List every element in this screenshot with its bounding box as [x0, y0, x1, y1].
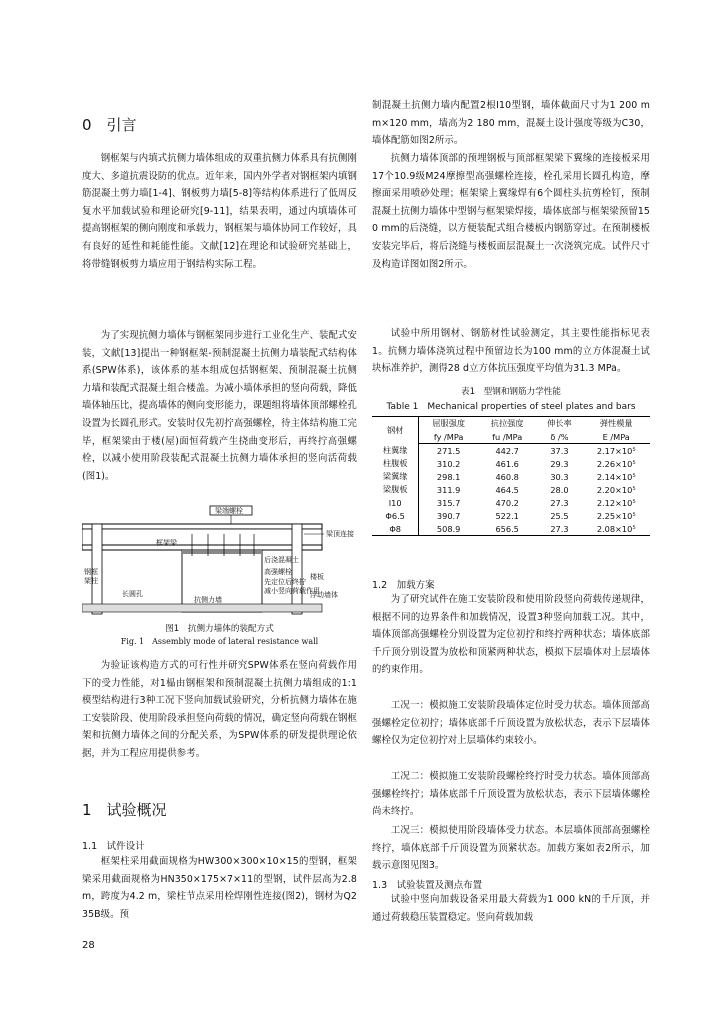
table-unit-elongation: δ /% — [536, 430, 582, 444]
frame-beam-web — [82, 529, 322, 545]
label-slot: 先定位后终拧 — [264, 578, 306, 586]
table-row: I10 315.7 470.2 27.3 2.12×10⁵ — [372, 496, 650, 509]
label-top-conn: 梁顶连接 — [326, 530, 354, 538]
table-header-steel: 钢材 — [372, 417, 419, 444]
loading-case-2: 工况二：模拟施工安装阶段螺栓终拧时受力状态。墙体顶部高强螺栓终拧；墙体底部千斤顶设置为放松状态，表示下层墙体螺栓尚未终拧。 — [372, 771, 650, 818]
table-row: 梁翼缘 298.1 460.8 30.3 2.14×10⁵ — [372, 470, 650, 483]
table-row: Φ6.5 390.7 522.1 25.5 2.25×10⁵ — [372, 509, 650, 522]
subsection-heading-1-1: 1.1 试件设计 — [82, 841, 145, 852]
subsection-heading-1-2: 1.2 加载方案 — [372, 580, 435, 591]
label-beam-bolt: 梁端螺栓 — [215, 507, 243, 515]
label-long-hole: 长圆孔 — [122, 590, 143, 598]
intro-paragraph-3: 为验证该构造方式的可行性并研究SPW体系在竖向荷载作用下的受力性能，对1榀由钢框架和预制混凝土抗侧力墙组成的1:1模型结构进行3种工况下竖向加载试验研究，分析抗侧力墙体在施工安装阶段、使用阶段承担竖向荷载的情况，确定竖向荷载在钢框架和抗侧力墙体之间的分配关系，为SPW体系的研发提供理论依据，并为工程应用提供参考。 — [82, 660, 357, 759]
right-paragraph-3: 试验中所用钢材、钢筋材性试验测定，其主要性能指标见表1。抗侧力墙体浇筑过程中预留边长为100 mm的立方体混凝土试块标准养护，测得28 d立方体抗压强度平均值为31.3 MPa。 — [372, 328, 650, 375]
table-header-modulus: 弹性模量 — [582, 417, 650, 431]
table-row: 柱腹板 310.2 461.6 29.3 2.26×10⁵ — [372, 457, 650, 470]
label-lower-col2: 架柱 — [84, 577, 98, 585]
frame-beam-bottom-flange — [82, 545, 322, 550]
page-number: 28 — [82, 940, 95, 951]
label-post-pour: 后浇混凝土 — [264, 556, 299, 564]
subsection-heading-1-3: 1.3 试验装置及测点布置 — [372, 880, 483, 891]
setup-paragraph: 试验中竖向加载设备采用最大荷载为1 000 kN的千斤顶，并通过荷载稳压装置稳定。竖向荷载加载 — [372, 894, 650, 923]
section-heading-intro: 0 引言 — [82, 116, 137, 134]
section-heading-1: 1 试验概况 — [82, 801, 167, 819]
table-1-title: 表1 型钢和钢筋力学性能 — [461, 387, 561, 397]
label-wall: 抗侧力墙 — [194, 596, 222, 604]
table-header-tensile: 抗拉强度 — [478, 417, 536, 431]
embedded-plate — [182, 550, 262, 554]
right-paragraph-1: 制混凝土抗侧力墙内配置2根I10型钢，墙体截面尺寸为1 200 mm×120 mm，墙高为2 180 mm，混凝土设计强度等级为C30，墙体配筋如图2所示。 — [372, 100, 650, 147]
label-slab: 楼板 — [310, 573, 324, 581]
label-lower-col: 钢框 — [84, 568, 98, 576]
table-unit-modulus: E /MPa — [582, 430, 650, 444]
table-row: Φ8 508.9 656.5 27.3 2.08×10⁵ — [372, 522, 650, 536]
loading-case-3: 工况三：模拟使用阶段墙体受力状态。本层墙体顶部高强螺栓终拧，墙体底部千斤顶设置为顶紧状态。加载方案如表2所示，加载示意图见图3。 — [372, 825, 650, 872]
label-high-strength-bolt: 高强螺栓 — [264, 568, 292, 576]
specimen-paragraph: 框架柱采用截面规格为HW300×300×10×15的型钢，框架梁采用截面规格为HN350×175×7×11的型钢，试件层高为2.8 m，跨度为4.2 m，梁柱节点采用栓焊刚性连接(图2)，钢材为Q235B级。预 — [82, 856, 357, 920]
table-row: 柱翼缘 271.5 442.7 37.3 2.17×10⁵ — [372, 444, 650, 458]
label-float-wall: 浮动墙体 — [310, 591, 338, 599]
loading-paragraph-1: 为了研究试件在施工安装阶段和使用阶段竖向荷载传递规律，根据不同的边界条件和加载情况，设置3种竖向加载工况。其中，墙体顶部高强螺栓分别设置为定位初拧和终拧两种状态；墙体底部千斤顶分别设置为放松和顶紧两种状态，模拟下层墙体对上层墙体的约束作用。 — [372, 594, 650, 676]
table-unit-yield: fy /MPa — [419, 430, 478, 444]
table-unit-tensile: fu /MPa — [478, 430, 536, 444]
intro-paragraph-2: 为了实现抗侧力墙体与钢框架同步进行工业化生产、装配式安装，文献[13]提出一种钢框架-预制混凝土抗侧力墙装配式结构体系(SPW体系)，该体系的基本组成包括钢框架、预制混凝土抗侧力墙和装配式混凝土组合楼盖。为减小墙体承担的竖向荷载，降低墙体轴压比，提高墙体的侧向变形能力，课题组将墙体顶部螺栓孔设置为长圆孔形式。安装时仅先初拧高强螺栓，待主体结构施工完毕，框架梁由于楼(屋)面恒荷载产生挠曲变形后，再终拧高强螺栓，以减小使用阶段装配式混凝土抗侧力墙体承担的竖向活荷载(图1)。 — [82, 330, 357, 482]
right-paragraph-2: 抗侧力墙体顶部的预埋钢板与顶部框架梁下翼缘的连接板采用17个10.9级M24摩擦型高强螺栓连接，栓孔采用长圆孔构造，摩擦面采用喷砂处理；框架梁上翼缘焊有6个圆柱头抗剪栓钉，预制混凝土抗侧力墙体中型钢与框架梁焊接，墙体底部与框架梁预留150 mm的后浇缝，以方便装配式组合楼板内钢筋穿过。在预制楼板安装完毕后，将后浇缝与楼板面层混凝土一次浇筑完成。试件尺寸及构造详图如图2所示。 — [372, 153, 650, 270]
frame-beam-top-flange — [82, 524, 322, 529]
label-frame-beam: 框架梁 — [156, 539, 177, 547]
slab — [82, 604, 322, 612]
label-slot2: 减小竖向荷载作用 — [264, 587, 320, 595]
table-header-elongation: 伸长率 — [536, 417, 582, 431]
table-row: 梁腹板 311.9 464.5 28.0 2.20×10⁵ — [372, 483, 650, 496]
figure-1-caption-en: Fig. 1 Assembly mode of lateral resistance wall — [120, 637, 319, 646]
right-column — [292, 524, 302, 614]
table-1-title-en: Table 1 Mechanical properties of steel plates and bars — [386, 402, 636, 412]
figure-1-caption: 图1 抗侧力墙体的装配方式 — [165, 624, 274, 634]
table-1 — [372, 416, 650, 536]
figure-1-diagram — [82, 504, 357, 619]
table-header-yield: 屈服强度 — [419, 417, 478, 431]
intro-paragraph-1: 钢框架与内填式抗侧力墙体组成的双重抗侧力体系具有抗侧刚度大、多道抗震设防的优点。近年来，国内外学者对钢框架内填钢筋混凝土剪力墙[1-4]、钢板剪力墙[5-8]等结构体系进行了低周反复水平加载试验和理论研究[9-11]，结果表明，通过内填墙体可提高钢框架的侧向刚度和承载力，钢框架与墙体协同工作较好，具有良好的延性和耗能性能。文献[12]在理论和试验研究基础上，将带缝钢板剪力墙应用于钢结构实际工程。 — [82, 153, 357, 270]
loading-case-1: 工况一：模拟施工安装阶段墙体定位时受力状态。墙体顶部高强螺栓定位初拧；墙体底部千斤顶设置为放松状态，表示下层墙体螺栓仅为定位初拧对上层墙体约束较小。 — [372, 700, 650, 747]
